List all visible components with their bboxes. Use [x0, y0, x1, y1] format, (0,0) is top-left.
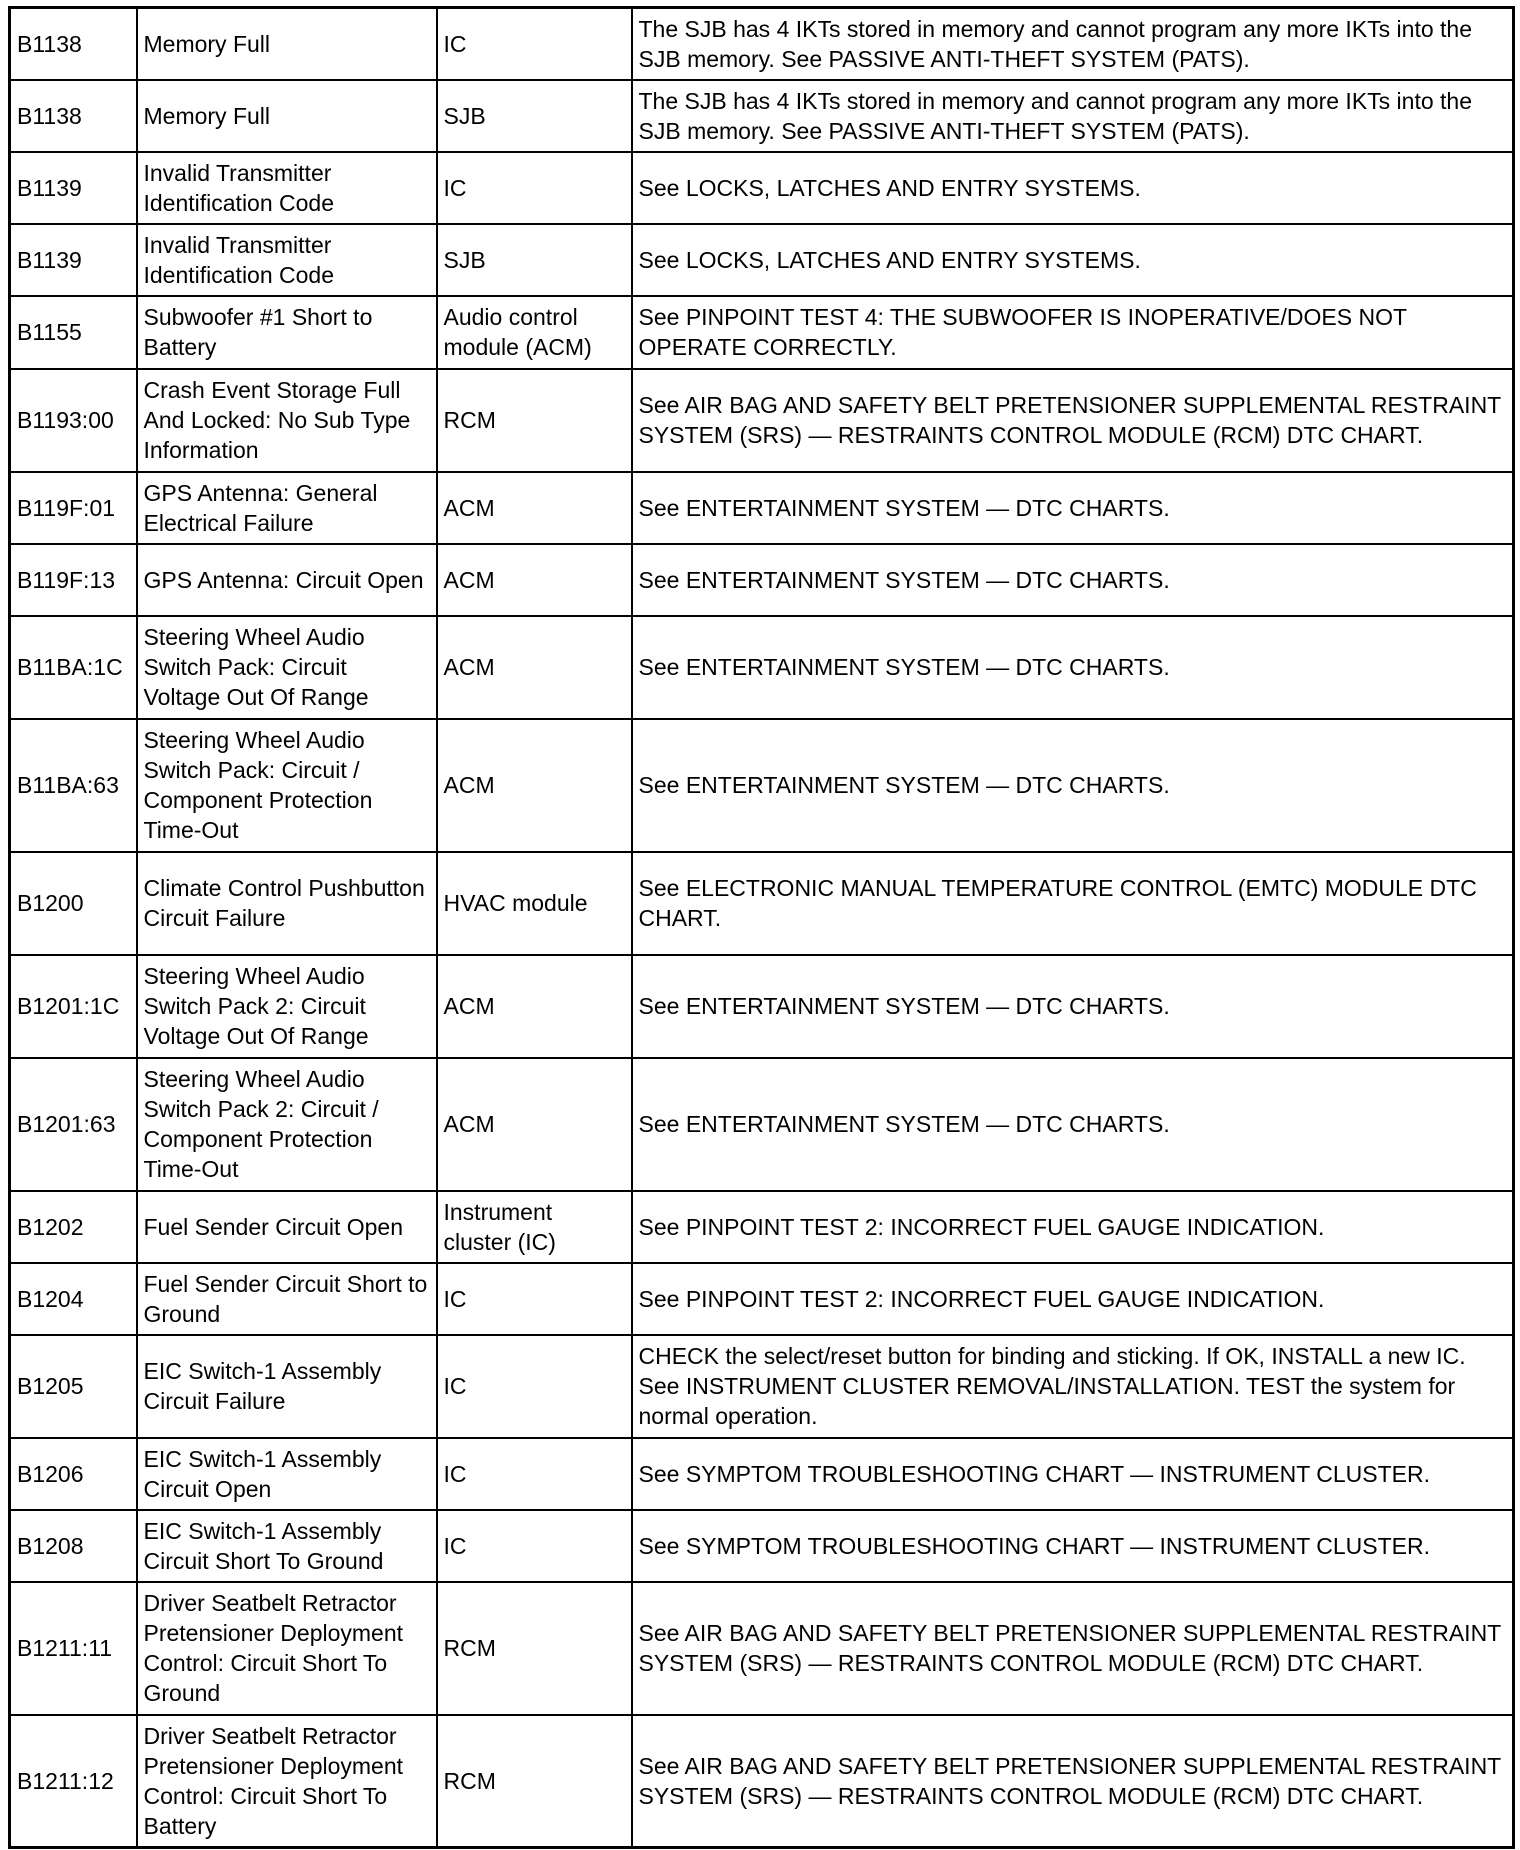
dtc-code: B1200 [10, 852, 137, 955]
dtc-module: Audio control module (ACM) [437, 296, 632, 369]
dtc-code: B1204 [10, 1263, 137, 1335]
dtc-action: The SJB has 4 IKTs stored in memory and cannot program any more IKTs into the SJB memory. See PASSIVE ANTI-THEFT SYSTEM (PATS). [632, 80, 1514, 152]
dtc-action: See ENTERTAINMENT SYSTEM — DTC CHARTS. [632, 616, 1514, 719]
table-row [10, 1263, 1514, 1335]
dtc-code: B1139 [10, 152, 137, 224]
dtc-module: SJB [437, 224, 632, 296]
dtc-description: Invalid Transmitter Identification Code [137, 152, 437, 224]
dtc-description: Steering Wheel Audio Switch Pack: Circuit Voltage Out Of Range [137, 616, 437, 719]
dtc-description: Fuel Sender Circuit Open [137, 1191, 437, 1263]
table-row [10, 544, 1514, 616]
dtc-module: ACM [437, 955, 632, 1058]
dtc-module: RCM [437, 369, 632, 472]
dtc-module: IC [437, 1438, 632, 1510]
table-row [10, 472, 1514, 544]
table-row [10, 1058, 1514, 1191]
dtc-description: EIC Switch-1 Assembly Circuit Short To Ground [137, 1510, 437, 1582]
dtc-action: See AIR BAG AND SAFETY BELT PRETENSIONER SUPPLEMENTAL RESTRAINT SYSTEM (SRS) — RESTRAINTS CONTROL MODULE (RCM) DTC CHART. [632, 369, 1514, 472]
table-row [10, 224, 1514, 296]
dtc-code: B1202 [10, 1191, 137, 1263]
dtc-module: ACM [437, 616, 632, 719]
dtc-description: EIC Switch-1 Assembly Circuit Open [137, 1438, 437, 1510]
dtc-module: IC [437, 8, 632, 80]
table-row [10, 1582, 1514, 1715]
dtc-description: Steering Wheel Audio Switch Pack 2: Circuit / Component Protection Time-Out [137, 1058, 437, 1191]
dtc-action: See LOCKS, LATCHES AND ENTRY SYSTEMS. [632, 224, 1514, 296]
dtc-code: B1206 [10, 1438, 137, 1510]
dtc-module: RCM [437, 1582, 632, 1715]
dtc-code: B119F:01 [10, 472, 137, 544]
dtc-code: B119F:13 [10, 544, 137, 616]
dtc-description: EIC Switch-1 Assembly Circuit Failure [137, 1335, 437, 1438]
dtc-code: B1201:1C [10, 955, 137, 1058]
dtc-action: See ENTERTAINMENT SYSTEM — DTC CHARTS. [632, 955, 1514, 1058]
dtc-code: B1211:12 [10, 1715, 137, 1848]
dtc-action: See AIR BAG AND SAFETY BELT PRETENSIONER SUPPLEMENTAL RESTRAINT SYSTEM (SRS) — RESTRAINTS CONTROL MODULE (RCM) DTC CHART. [632, 1715, 1514, 1848]
table-row [10, 296, 1514, 369]
table-row [10, 80, 1514, 152]
table-row [10, 616, 1514, 719]
dtc-action: See AIR BAG AND SAFETY BELT PRETENSIONER SUPPLEMENTAL RESTRAINT SYSTEM (SRS) — RESTRAINTS CONTROL MODULE (RCM) DTC CHART. [632, 1582, 1514, 1715]
dtc-action: See PINPOINT TEST 2: INCORRECT FUEL GAUGE INDICATION. [632, 1263, 1514, 1335]
dtc-description: Crash Event Storage Full And Locked: No Sub Type Information [137, 369, 437, 472]
dtc-description: GPS Antenna: Circuit Open [137, 544, 437, 616]
dtc-description: Memory Full [137, 8, 437, 80]
table-row [10, 1335, 1514, 1438]
dtc-action: See PINPOINT TEST 4: THE SUBWOOFER IS INOPERATIVE/DOES NOT OPERATE CORRECTLY. [632, 296, 1514, 369]
dtc-description: GPS Antenna: General Electrical Failure [137, 472, 437, 544]
dtc-code: B1201:63 [10, 1058, 137, 1191]
table-row [10, 369, 1514, 472]
table-row [10, 1510, 1514, 1582]
dtc-action: See ELECTRONIC MANUAL TEMPERATURE CONTROL (EMTC) MODULE DTC CHART. [632, 852, 1514, 955]
dtc-description: Driver Seatbelt Retractor Pretensioner Deployment Control: Circuit Short To Battery [137, 1715, 437, 1848]
dtc-module: ACM [437, 472, 632, 544]
dtc-action: See ENTERTAINMENT SYSTEM — DTC CHARTS. [632, 1058, 1514, 1191]
dtc-module: SJB [437, 80, 632, 152]
dtc-module: HVAC module [437, 852, 632, 955]
dtc-action: See PINPOINT TEST 2: INCORRECT FUEL GAUGE INDICATION. [632, 1191, 1514, 1263]
dtc-code: B1208 [10, 1510, 137, 1582]
dtc-description: Fuel Sender Circuit Short to Ground [137, 1263, 437, 1335]
dtc-action: See ENTERTAINMENT SYSTEM — DTC CHARTS. [632, 472, 1514, 544]
dtc-module: Instrument cluster (IC) [437, 1191, 632, 1263]
dtc-code: B11BA:63 [10, 719, 137, 852]
dtc-module: ACM [437, 1058, 632, 1191]
dtc-code: B11BA:1C [10, 616, 137, 719]
dtc-description: Driver Seatbelt Retractor Pretensioner Deployment Control: Circuit Short To Ground [137, 1582, 437, 1715]
table-row [10, 8, 1514, 80]
dtc-action: See ENTERTAINMENT SYSTEM — DTC CHARTS. [632, 719, 1514, 852]
dtc-code: B1211:11 [10, 1582, 137, 1715]
dtc-action: See SYMPTOM TROUBLESHOOTING CHART — INSTRUMENT CLUSTER. [632, 1510, 1514, 1582]
dtc-action: See ENTERTAINMENT SYSTEM — DTC CHARTS. [632, 544, 1514, 616]
dtc-module: IC [437, 1335, 632, 1438]
table-row [10, 852, 1514, 955]
dtc-action: See SYMPTOM TROUBLESHOOTING CHART — INSTRUMENT CLUSTER. [632, 1438, 1514, 1510]
table-row [10, 719, 1514, 852]
dtc-module: ACM [437, 544, 632, 616]
dtc-code: B1155 [10, 296, 137, 369]
dtc-action: See LOCKS, LATCHES AND ENTRY SYSTEMS. [632, 152, 1514, 224]
dtc-code: B1138 [10, 8, 137, 80]
dtc-code: B1139 [10, 224, 137, 296]
dtc-module: IC [437, 152, 632, 224]
dtc-description: Subwoofer #1 Short to Battery [137, 296, 437, 369]
dtc-description: Invalid Transmitter Identification Code [137, 224, 437, 296]
dtc-code: B1138 [10, 80, 137, 152]
dtc-module: ACM [437, 719, 632, 852]
table-row [10, 152, 1514, 224]
dtc-module: RCM [437, 1715, 632, 1848]
dtc-table [8, 6, 1515, 1849]
dtc-description: Steering Wheel Audio Switch Pack 2: Circuit Voltage Out Of Range [137, 955, 437, 1058]
dtc-description: Steering Wheel Audio Switch Pack: Circuit / Component Protection Time-Out [137, 719, 437, 852]
dtc-description: Memory Full [137, 80, 437, 152]
dtc-module: IC [437, 1263, 632, 1335]
dtc-code: B1193:00 [10, 369, 137, 472]
dtc-description: Climate Control Pushbutton Circuit Failure [137, 852, 437, 955]
dtc-module: IC [437, 1510, 632, 1582]
dtc-code: B1205 [10, 1335, 137, 1438]
table-row [10, 1715, 1514, 1848]
table-row [10, 1191, 1514, 1263]
table-row [10, 1438, 1514, 1510]
dtc-action: The SJB has 4 IKTs stored in memory and cannot program any more IKTs into the SJB memory. See PASSIVE ANTI-THEFT SYSTEM (PATS). [632, 8, 1514, 80]
dtc-action: CHECK the select/reset button for binding and sticking. If OK, INSTALL a new IC. See INSTRUMENT CLUSTER REMOVAL/INSTALLATION. TEST the system for normal operation. [632, 1335, 1514, 1438]
table-row [10, 955, 1514, 1058]
